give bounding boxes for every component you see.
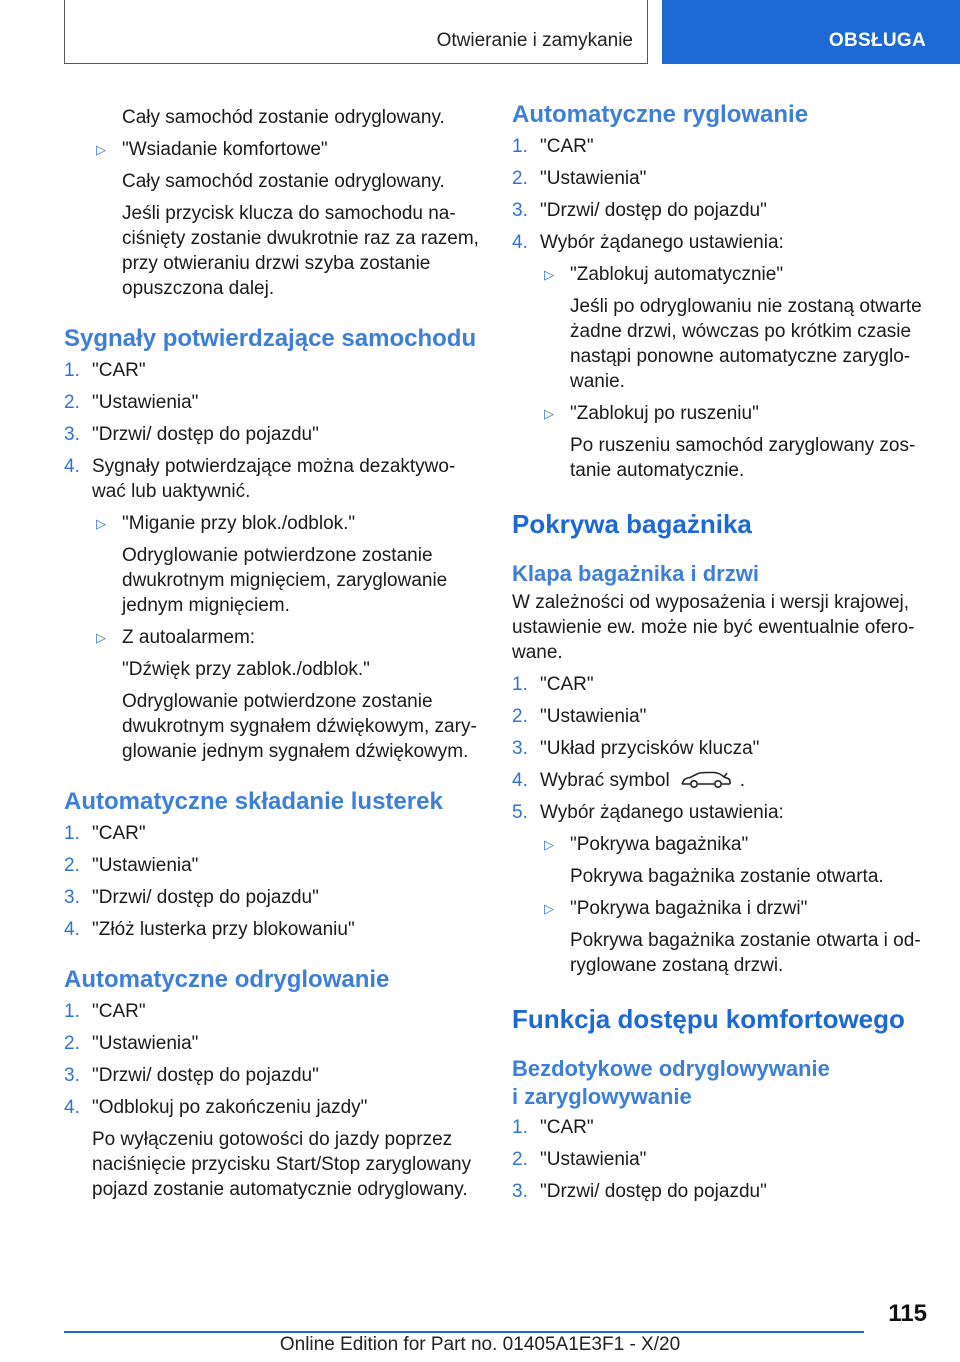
header-section-box [64, 0, 648, 64]
step-item: 4. Sygnały potwierdzające można dezaktywować lub uaktywnić. [64, 456, 456, 502]
bullet-trunk-lid-text: Pokrywa bagażnika zostanie otwarta. [570, 866, 884, 887]
bullet-title: "Wsiadanie komfortowe" [122, 139, 328, 160]
step-item: 1. "CAR" [512, 136, 594, 157]
bullet-lock-drive: ▷ "Zablokuj po ruszeniu" [512, 401, 928, 426]
triangle-right-icon: ▷ [96, 630, 106, 645]
comfort-text-1: Cały samochód zostanie odryglowany. [122, 171, 445, 192]
bullet-lock-drive-text: Po ruszeniu samochód zaryglowany zostanie automatycznie. [570, 435, 916, 481]
subheading-contactless-line1: Bezdotykowe odryglowywanie [512, 1056, 830, 1081]
unlock-text: Po wyłączeniu gotowości do jazdy poprzez naciśnięcie przycisku Start/Stop zaryglowany pojazd zostanie automatycznie odryglowany. [92, 1129, 472, 1200]
mirrors-steps [64, 821, 480, 942]
bullet-lock-auto: ▷ "Zablokuj automatycznie" [512, 262, 928, 287]
step-item: 1. "CAR" [512, 674, 594, 695]
heading-trunk: Pokrywa bagażnika [512, 509, 752, 539]
unlock-steps [64, 999, 480, 1120]
heading-auto-unlock: Automatyczne odryglowanie [64, 966, 390, 993]
triangle-right-icon: ▷ [544, 406, 554, 421]
step-item: 3. "Układ przycisków klucza" [512, 738, 760, 759]
triangle-right-icon: ▷ [544, 901, 554, 916]
step-item: 1. "CAR" [64, 1001, 146, 1022]
step-item: 3. "Drzwi/ dostęp do pojazdu" [512, 1181, 767, 1202]
bullet-comfort-entry [64, 137, 480, 162]
right-column [512, 100, 928, 1204]
header-chapter-label: OBSŁUGA [828, 30, 926, 51]
triangle-right-icon: ▷ [544, 267, 554, 282]
step-item: 1. "CAR" [512, 1117, 594, 1138]
trunk-intro: W zależności od wyposażenia i wersji krajowej, ustawienie ew. może nie być ewentualnie oferowane. [512, 592, 915, 663]
header-chapter-tab [662, 0, 960, 64]
signals-steps [64, 358, 480, 504]
step-item: 3. "Drzwi/ dostęp do pojazdu" [64, 424, 319, 445]
step-item: 3. "Drzwi/ dostęp do pojazdu" [64, 1065, 319, 1086]
step-item: 1. "CAR" [64, 823, 146, 844]
bullet-trunk-lid: ▷ "Pokrywa bagażnika" [512, 832, 928, 857]
bullet-blink: ▷ "Miganie przy blok./odblok." [64, 511, 480, 536]
step-item: 4. Wybrać symbol . [512, 770, 745, 791]
subheading-trunk-doors: Klapa bagażnika i drzwi [512, 561, 759, 586]
header-section-title: Otwieranie i zamykanie [436, 30, 633, 51]
trunk-steps [512, 672, 928, 825]
step-item: 3. "Drzwi/ dostęp do pojazdu" [512, 200, 767, 221]
footer-divider [64, 1331, 864, 1333]
step-item: 2. "Ustawienia" [64, 1033, 199, 1054]
step-item: 4. "Złóż lusterka przy blokowaniu" [64, 919, 355, 940]
triangle-right-icon: ▷ [96, 142, 106, 157]
step-item: 2. "Ustawienia" [512, 168, 647, 189]
comfort-access-steps [512, 1115, 928, 1204]
step-item: 4. "Odblokuj po zakończeniu jazdy" [64, 1097, 368, 1118]
step-item: 1. "CAR" [64, 360, 146, 381]
footer-edition: Online Edition for Part no. 01405A1E3F1 - X/20 [279, 1334, 681, 1355]
heading-signals: Sygnały potwierdzające samochodu [64, 325, 477, 352]
heading-comfort-access: Funkcja dostępu komfortowego [512, 1004, 905, 1034]
bullet-alarm: ▷ Z autoalarmem: [64, 625, 480, 650]
triangle-right-icon: ▷ [544, 837, 554, 852]
bullet-trunk-doors-text: Pokrywa bagażnika zostanie otwarta i odryglowane zostaną drzwi. [570, 930, 921, 976]
bullet-alarm-text: Odryglowanie potwierdzone zostanie dwukrotnym sygnałem dźwiękowym, zaryglowanie jednym sygnałem dźwiękowym. [122, 691, 477, 762]
step-item: 2. "Ustawienia" [512, 1149, 647, 1170]
triangle-right-icon: ▷ [96, 516, 106, 531]
intro-text: Cały samochód zostanie odryglowany. [122, 107, 445, 128]
bullet-lock-auto-text: Jeśli po odryglowaniu nie zostaną otwarte żadne drzwi, wówczas po krótkim czasie nastąpi ponowne automatyczne zaryglowanie. [570, 296, 922, 392]
lock-steps [512, 134, 928, 255]
left-column [64, 100, 480, 1202]
bullet-blink-text: Odryglowanie potwierdzone zostanie dwukrotnym mignięciem, zaryglowanie jednym mignięciem. [122, 545, 448, 616]
step-item: 5. Wybór żądanego ustawienia: [512, 802, 784, 823]
step-item: 4. Wybór żądanego ustawienia: [512, 232, 784, 253]
comfort-text-2: Jeśli przycisk klucza do samochodu naciśnięty zostanie dwukrotnie raz za razem, przy otwieraniu drzwi szyba zostanie opuszczona dalej. [122, 203, 479, 299]
step-item: 2. "Ustawienia" [64, 392, 199, 413]
step-item: 2. "Ustawienia" [512, 706, 647, 727]
bullet-trunk-doors: ▷ "Pokrywa bagażnika i drzwi" [512, 896, 928, 921]
step-item: 2. "Ustawienia" [64, 855, 199, 876]
heading-auto-lock: Automatyczne ryglowanie [512, 101, 809, 128]
heading-mirrors: Automatyczne składanie lusterek [64, 788, 443, 815]
car-trunk-icon [680, 771, 732, 789]
subheading-contactless-line2: i zaryglowywanie [512, 1084, 692, 1109]
step-item: 3. "Drzwi/ dostęp do pojazdu" [64, 887, 319, 908]
bullet-alarm-sub: "Dźwięk przy zablok./odblok." [122, 659, 370, 680]
page-number: 115 [888, 1300, 927, 1327]
